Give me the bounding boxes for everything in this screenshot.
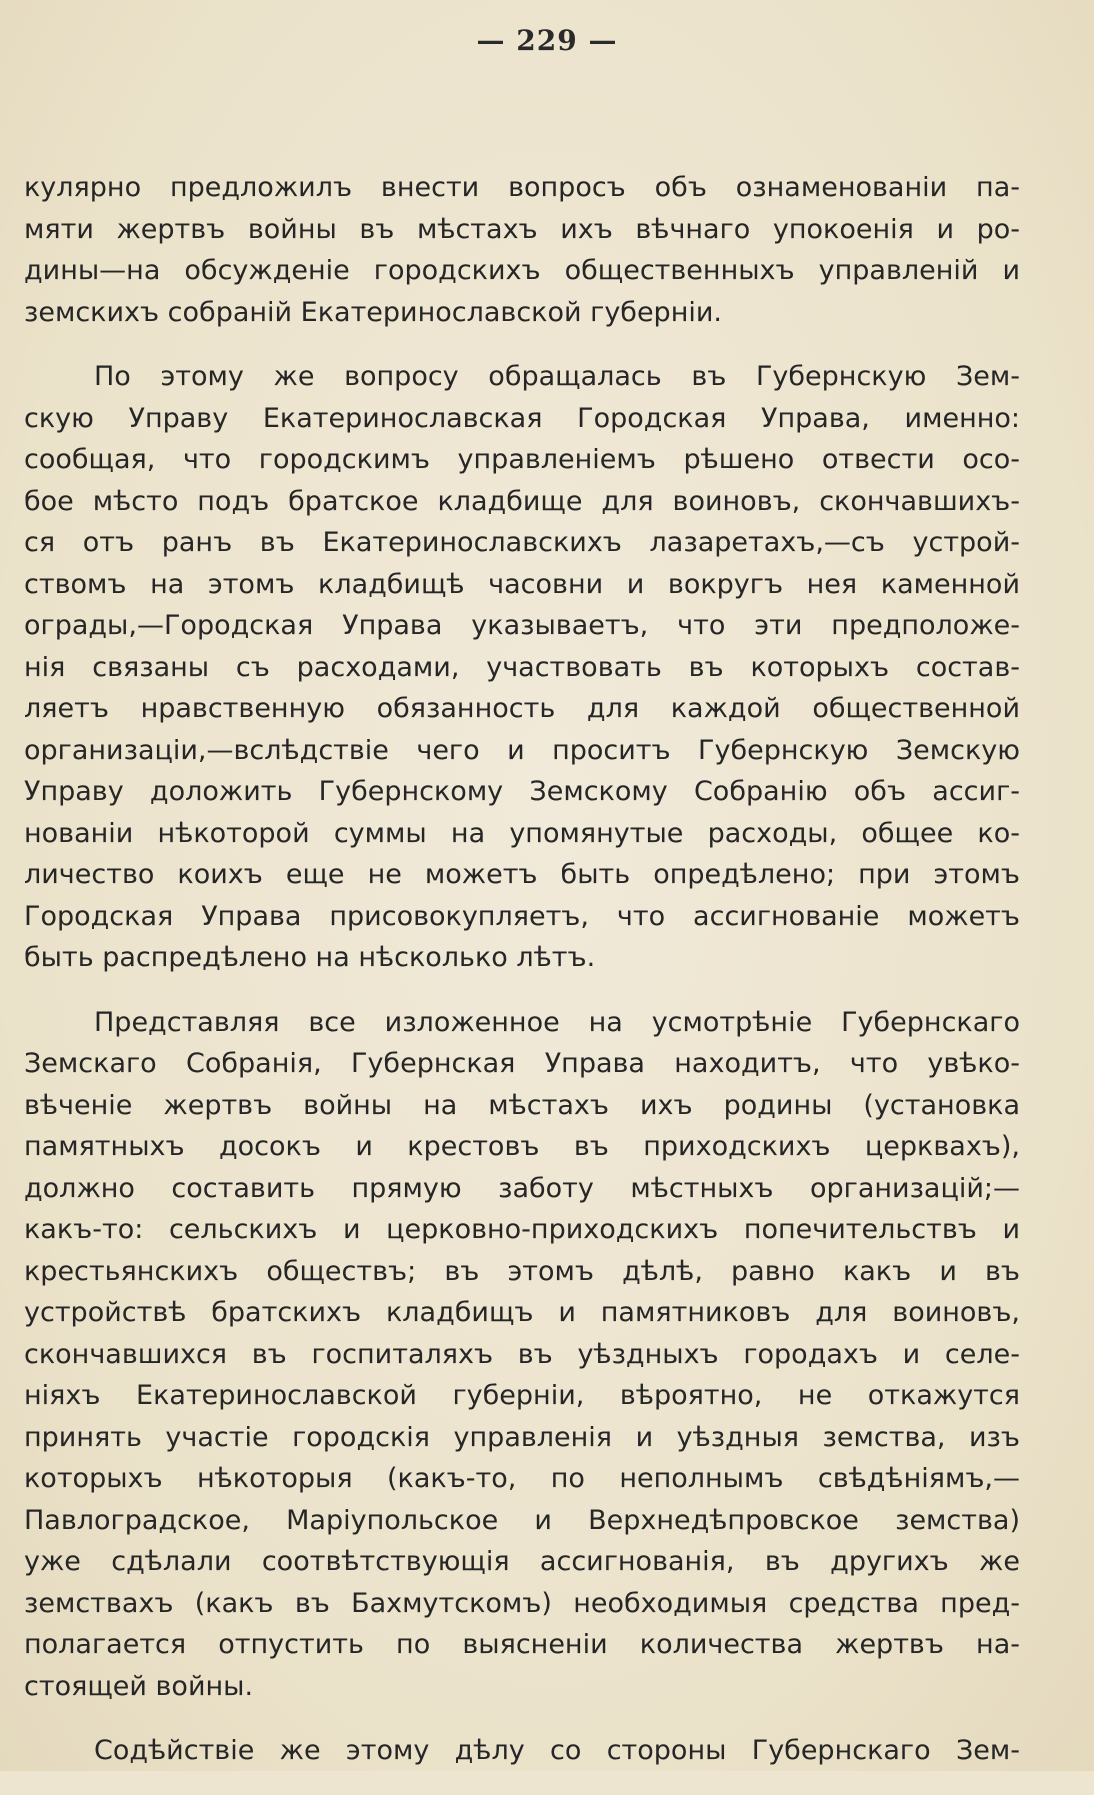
text-line: скую Управу Екатеринославская Городская Управа, именно: xyxy=(24,402,1020,434)
text-line: нія связаны съ расходами, участвовать въ которыхъ состав- xyxy=(24,651,1020,683)
text-line: кулярно предложилъ внести вопросъ объ ознаменованіи па- xyxy=(24,172,1020,203)
text-line: ся отъ ранъ въ Екатеринославскихъ лазаретахъ,—съ устрой- xyxy=(24,527,1020,558)
text-line: бое мѣсто подъ братское кладбище для воиновъ, скончавшихъ- xyxy=(24,485,1020,517)
text-line: полагается отпустить по выясненіи количества жертвъ на- xyxy=(24,1629,1020,1660)
text-line: По этому же вопросу обращалась въ Губернскую Зем- xyxy=(94,361,1020,392)
text-line: Городская Управа присовокупляетъ, что ассигнованіе можетъ xyxy=(24,900,1020,932)
text-line: Содѣйствіе же этому дѣлу со стороны Губернскаго Зем- xyxy=(94,1735,1020,1766)
text-line: стоящей войны. xyxy=(24,1670,254,1702)
text-line: Управу доложить Губернскому Земскому Собранію объ ассиг- xyxy=(24,776,1020,807)
text-line: ограды,—Городская Управа указываетъ, что эти предположе- xyxy=(24,610,1020,641)
text-line: ствомъ на этомъ кладбищѣ часовни и вокругъ нея каменной xyxy=(24,568,1020,600)
text-line: устройствѣ братскихъ кладбищъ и памятниковъ для воиновъ, xyxy=(24,1297,1020,1328)
paragraph xyxy=(24,356,1020,979)
text-line: уже сдѣлали соотвѣтствующія ассигнованія, въ другихъ же xyxy=(24,1546,1020,1577)
text-line: ляетъ нравственную обязанность для каждой общественной xyxy=(24,693,1020,724)
text-line: быть распредѣлено на нѣсколько лѣтъ. xyxy=(24,942,596,973)
text-line: Представляя все изложенное на усмотрѣніе Губернскаго xyxy=(94,1006,1020,1038)
text-line: Павлоградское, Маріупольское и Верхнедѣпровское земства) xyxy=(24,1504,1020,1536)
text-line: Земскаго Собранія, Губернская Управа находитъ, что увѣко- xyxy=(24,1048,1020,1079)
text-line: крестьянскихъ обществъ; въ этомъ дѣлѣ, равно какъ и въ xyxy=(24,1255,1020,1287)
paragraph xyxy=(24,167,1020,333)
text-line: личество коихъ еще не можетъ быть опредѣлено; при этомъ xyxy=(24,859,1020,890)
text-line: дины—на обсужденіе городскихъ общественныхъ управленій и xyxy=(24,255,1020,286)
text-line: вѣченіе жертвъ войны на мѣстахъ ихъ родины (установка xyxy=(24,1089,1020,1121)
text-line: какъ-то: сельскихъ и церковно-приходскихъ попечительствъ и xyxy=(24,1214,1020,1245)
text-line: мяти жертвъ войны въ мѣстахъ ихъ вѣчнаго упокоенія и ро- xyxy=(24,213,1020,245)
text-line: памятныхъ досокъ и крестовъ въ приходскихъ церквахъ), xyxy=(24,1131,1020,1162)
text-line: нованіи нѣкоторой суммы на упомянутые расходы, общее ко- xyxy=(24,817,1020,849)
page-number: — 229 — xyxy=(476,24,618,57)
text-line: скончавшихся въ госпиталяхъ въ уѣздныхъ городахъ и селе- xyxy=(24,1338,1020,1370)
text-line: земствахъ (какъ въ Бахмутскомъ) необходимыя средства пред- xyxy=(24,1587,1020,1619)
text-line: которыхъ нѣкоторыя (какъ-то, по неполнымъ свѣдѣніямъ,— xyxy=(24,1463,1020,1494)
text-line: земскихъ собраній Екатеринославской губерніи. xyxy=(24,296,722,328)
paragraph xyxy=(24,1730,1020,1772)
text-line: организаціи,—вслѣдствіе чего и проситъ Губернскую Земскую xyxy=(24,734,1020,766)
text-line: принять участіе городскія управленія и уѣздныя земства, изъ xyxy=(24,1421,1020,1453)
text-line: сообщая, что городскимъ управленіемъ рѣшено отвести осо- xyxy=(24,444,1020,475)
body-text xyxy=(24,167,1020,1795)
text-line: должно составить прямую заботу мѣстныхъ организацій;— xyxy=(24,1172,1020,1204)
text-line: ніяхъ Екатеринославской губерніи, вѣроятно, не откажутся xyxy=(24,1380,1020,1411)
paragraph xyxy=(24,1002,1020,1708)
